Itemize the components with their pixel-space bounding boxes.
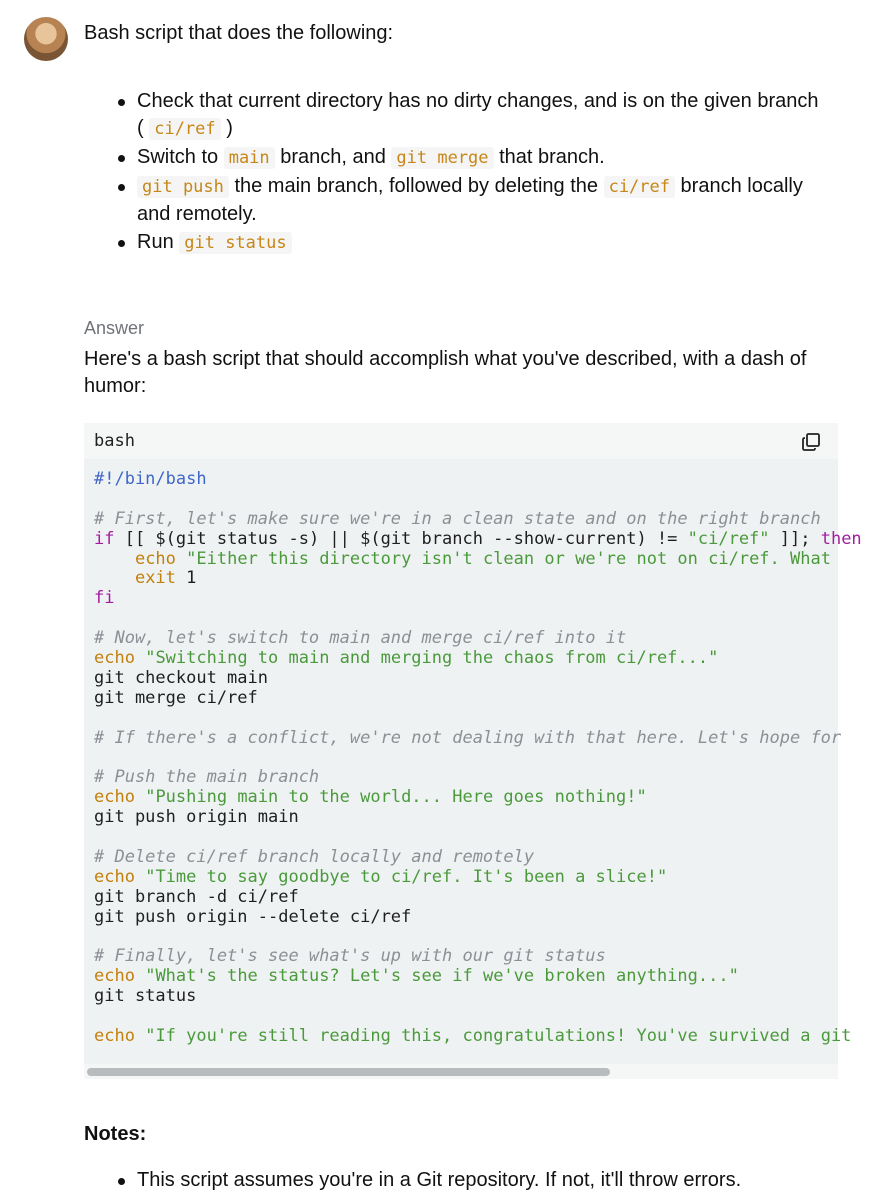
code-token: # Delete ci/ref branch locally and remotely (94, 846, 535, 867)
code-token: git status (94, 986, 197, 1007)
code-block (84, 423, 862, 1079)
code-body[interactable] (84, 459, 862, 1064)
code-token (135, 966, 145, 986)
code-token: # Finally, let's see what's up with our git status (94, 946, 606, 967)
code-line (94, 589, 862, 609)
code-line (94, 629, 862, 649)
inline-code: ci/ref (149, 118, 220, 140)
code-token: "Either this directory isn't clean or we're not on ci/ref. What (186, 548, 831, 569)
code-token: [[ $(git status -s) || $(git branch --show-current) != (114, 528, 688, 549)
code-token: # Push the main branch (94, 767, 320, 788)
requirement-item (84, 173, 824, 228)
code-line (94, 848, 862, 868)
requirement-text: branch locally and remotely. (137, 175, 803, 225)
requirement-text: Switch to (137, 146, 224, 168)
code-token: if (94, 528, 115, 549)
code-content (84, 470, 862, 1047)
code-line (94, 1027, 862, 1047)
code-line (94, 1007, 862, 1027)
code-token: then (820, 528, 862, 549)
scrollbar-thumb[interactable] (87, 1068, 610, 1076)
code-token: "ci/ref" (687, 528, 770, 549)
code-header (84, 423, 838, 459)
code-token: echo (134, 548, 176, 569)
inline-code: git push (137, 176, 229, 198)
code-token: echo (94, 966, 135, 987)
code-line (94, 828, 862, 848)
code-token: fi (94, 588, 115, 609)
code-token: exit (134, 568, 176, 589)
code-token: echo (94, 866, 135, 887)
code-line (94, 788, 862, 808)
code-line (94, 748, 862, 768)
requirements-list (84, 88, 824, 258)
code-line (94, 510, 862, 530)
code-token: git checkout main (94, 667, 268, 688)
code-line (94, 888, 862, 908)
code-language-label: bash (94, 431, 135, 451)
requirement-item (84, 88, 824, 143)
code-token: #!/bin/bash (94, 469, 207, 489)
code-line (94, 808, 862, 828)
code-token (94, 568, 135, 588)
horizontal-scrollbar[interactable] (84, 1064, 838, 1079)
code-token: echo (94, 787, 135, 808)
code-token: git merge ci/ref (94, 687, 258, 708)
code-line (94, 689, 862, 709)
requirement-text: that branch. (493, 146, 605, 168)
code-token: ]]; (769, 528, 821, 549)
code-line (94, 908, 862, 928)
requirement-text: branch, and (274, 146, 392, 168)
code-line (94, 868, 862, 888)
code-line (94, 530, 862, 550)
code-token (135, 648, 145, 668)
notes-list (84, 1167, 844, 1194)
code-token: # Now, let's switch to main and merge ci/ref into it (94, 628, 627, 649)
code-line (94, 490, 862, 510)
code-token: # If there's a conflict, we're not dealing with that here. Let's hope for (94, 727, 842, 748)
code-line (94, 569, 862, 589)
code-token: git branch -d ci/ref (94, 886, 299, 907)
code-token: git push origin main (94, 807, 299, 828)
code-token: "If you're still reading this, congratulations! You've survived a git (145, 1025, 852, 1046)
notes-title: Notes: (84, 1123, 147, 1145)
code-line (94, 550, 862, 570)
requirement-text: Check that current directory has no dirty changes, and is on the given branch ( (137, 90, 819, 139)
code-token: "What's the status? Let's see if we've broken anything..." (145, 966, 739, 987)
code-line (94, 967, 862, 987)
code-line (94, 709, 862, 729)
code-token (135, 787, 145, 807)
inline-code: git merge (391, 147, 493, 169)
requirement-item (84, 144, 824, 172)
requirement-item (84, 229, 824, 257)
code-token (135, 1026, 145, 1046)
code-token: 1 (175, 568, 197, 589)
code-line (94, 927, 862, 947)
requirement-text: Run (137, 231, 180, 253)
inline-code: ci/ref (604, 176, 675, 198)
code-line (94, 470, 862, 490)
code-line (94, 987, 862, 1007)
code-line (94, 729, 862, 749)
code-token (135, 867, 145, 887)
inline-code: main (224, 147, 275, 169)
code-line (94, 609, 862, 629)
code-line (94, 669, 862, 689)
code-token: echo (94, 648, 135, 669)
requirement-text: the main branch, followed by deleting the (228, 175, 604, 197)
copy-icon[interactable] (801, 432, 821, 452)
answer-intro: Here's a bash script that should accomplish what you've described, with a dash of humor: (84, 348, 807, 397)
code-token: echo (94, 1025, 135, 1046)
code-line (94, 947, 862, 967)
requirement-text: ) (220, 117, 233, 139)
code-line (94, 768, 862, 788)
code-token: git push origin --delete ci/ref (94, 906, 412, 927)
code-token (176, 549, 186, 569)
code-token: # First, let's make sure we're in a clean state and on the right branch (94, 508, 821, 529)
code-token (94, 549, 135, 569)
code-token: "Switching to main and merging the chaos from ci/ref..." (145, 648, 719, 669)
code-token: "Time to say goodbye to ci/ref. It's been a slice!" (145, 866, 668, 887)
question-title: Bash script that does the following: (84, 22, 394, 44)
user-avatar (24, 17, 68, 61)
note-item: This script assumes you're in a Git repository. If not, it'll throw errors. (84, 1167, 844, 1194)
answer-label: Answer (84, 318, 145, 338)
code-token: "Pushing main to the world... Here goes nothing!" (145, 787, 647, 808)
inline-code: git status (179, 232, 291, 254)
code-line (94, 649, 862, 669)
